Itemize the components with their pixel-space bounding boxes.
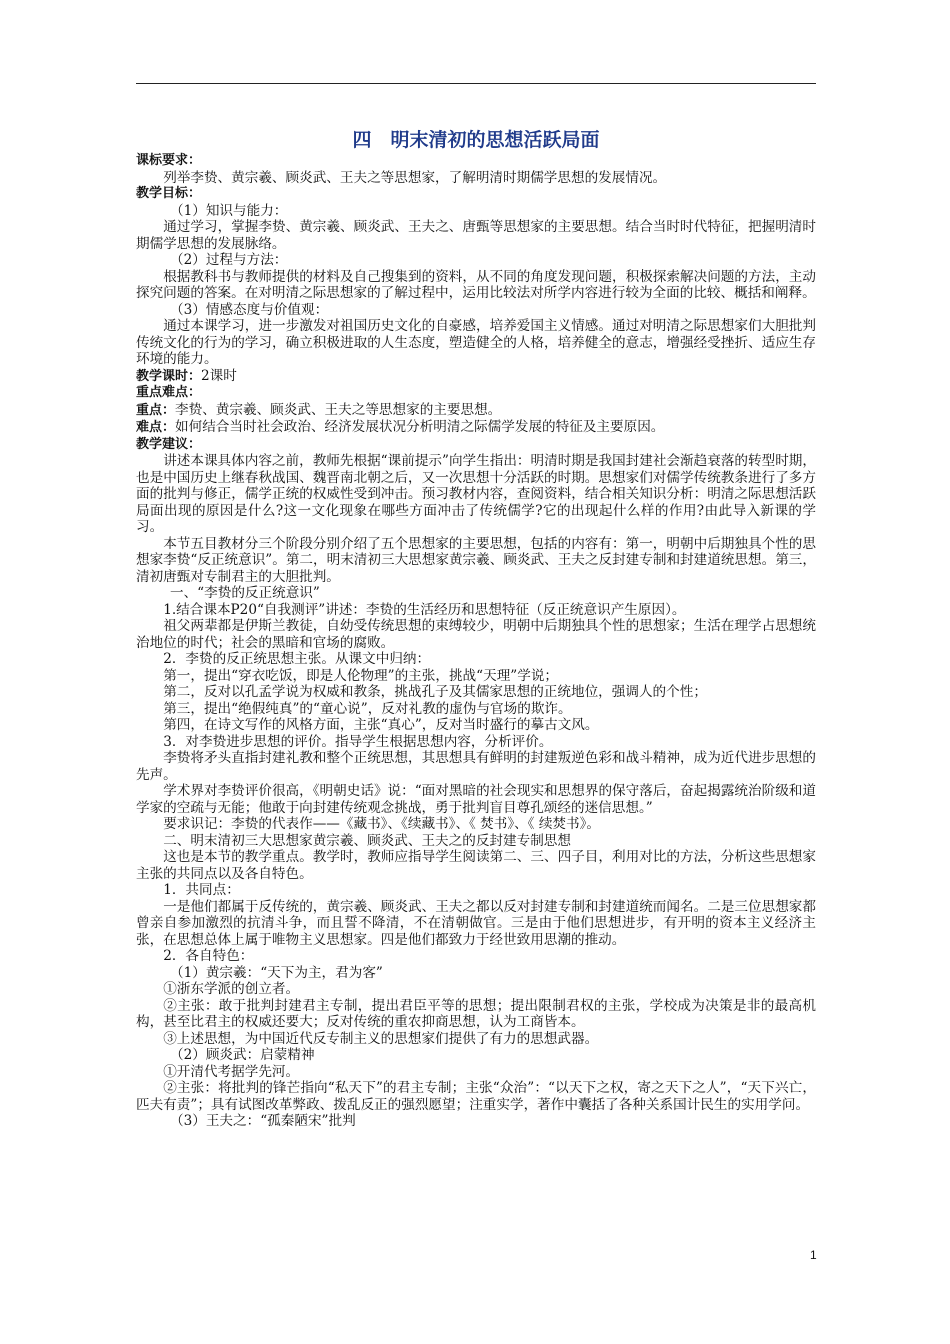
paragraph: 李贽将矛头直指封建礼教和整个正统思想，其思想具有鲜明的封建叛逆色彩和战斗精神，成为近代进步思想的先声。: [136, 750, 816, 783]
paragraph: 2．李贽的反正统思想主张。从课文中归纳：: [163, 651, 431, 667]
sub-heading: （2）过程与方法：: [170, 252, 288, 268]
line-label: 难点：: [136, 420, 176, 435]
section-heading: 重点难点：: [136, 385, 202, 400]
paragraph: 2．各自特色：: [163, 948, 254, 964]
paragraph: 第二，反对以孔孟学说为权威和教条，挑战孔子及其儒家思想的正统地位，强调人的个性；: [163, 684, 707, 700]
section-heading: 课标要求：: [136, 153, 202, 168]
line-text: 2课时: [201, 367, 237, 384]
paragraph: 第一，提出“穿衣吃饭，即是人伦物理”的主张，挑战“天理”学说；: [163, 667, 559, 684]
paragraph: 一是他们都属于反传统的，黄宗羲、顾炎武、王夫之都以反对封建专制和封建道统而闻名。二是三位思想家都曾亲自参加激烈的抗清斗争，而且誓不降清，不在清朝做官。三是由于他们思想进步，有开明的资本主义经济主张，在思想总体上属于唯物主义思想家。四是他们都致力于经世致用思潮的推动。: [136, 898, 816, 948]
paragraph: 第三，提出“绝假纯真”的“童心说”，反对礼教的虚伪与官场的欺诈。: [163, 700, 572, 717]
paragraph: ②主张：将批判的锋芒指向“私天下”的君主专制；主张“众治”：“以天下之权，寄之天下之人”，“天下兴亡，匹夫有责”；具有试图改革弊政、拨乱反正的强烈愿望；注重实学，著作中囊括了各种关系国计民生的实用学问。: [136, 1080, 816, 1113]
paragraph: 这也是本节的教学重点。教学时，教师应指导学生阅读第二、三、四子目，利用对比的方法，分析这些思想家主张的共同点以及各自特色。: [136, 849, 816, 882]
document-text: [136, 153, 816, 1130]
paragraph: ①开清代考据学先河。: [163, 1063, 300, 1080]
sub-heading: （3）王夫之：“孤秦陋宋”批判: [170, 1113, 356, 1129]
page-title: 四 明末清初的思想活跃局面: [352, 129, 600, 151]
sub-heading: （2）顾炎武：启蒙精神: [170, 1047, 315, 1063]
paragraph: 学术界对李贽评价很高，《明朝史话》说：“面对黑暗的社会现实和思想界的保守落后，奋起揭露统治阶级和道学家的空疏与无能；他敢于向封建传统观念挑战，勇于批判盲目尊孔颂经的迷信思想。”: [136, 783, 816, 816]
labeled-line: [136, 419, 816, 437]
paragraph: 本节五目教材分三个阶段分别介绍了五个思想家的主要思想，包括的内容有：第一，明朝中后期独具个性的思想家李贽“反正统意识”。第二，明末清初三大思想家黄宗羲、顾炎武、王夫之反封建专制和封建道统思想。第三，清初唐甄对专制君主的大胆批判。: [136, 535, 816, 585]
paragraph: 第四，在诗文写作的风格方面，主张“真心”，反对当时盛行的摹古文风。: [163, 717, 599, 733]
labeled-line: [136, 402, 816, 420]
paragraph: ①浙东学派的创立者。: [163, 981, 300, 997]
paragraph: 要求识记：李贽的代表作——《藏书》、《续藏书》、《 焚书》、《 续焚书》。: [163, 816, 601, 832]
paragraph: 根据教科书与教师提供的材料及自己搜集到的资料，从不同的角度发现问题，积极探索解决问题的方法，主动探究问题的答案。在对明清之际思想家的了解过程中，运用比较法对所学内容进行较为全面的比较、概括和阐释。: [136, 268, 816, 301]
paragraph: 二、明末清初三大思想家黄宗羲、顾炎武、王夫之的反封建专制思想: [163, 832, 571, 849]
labeled-line: [136, 368, 816, 386]
paragraph: ③上述思想，为中国近代反专制主义的思想家们提供了有力的思想武器。: [163, 1030, 599, 1047]
line-text: 如何结合当时社会政治、经济发展状况分析明清之际儒学发展的特征及主要原因。: [175, 419, 665, 435]
line-label: 重点：: [136, 402, 176, 418]
paragraph: 1．共同点：: [163, 882, 240, 898]
section-heading: 教学目标：: [136, 186, 202, 201]
header-rule: [136, 83, 816, 84]
document-body: [136, 128, 816, 1130]
line-text: 李贽、黄宗羲、顾炎武、王夫之等思想家的主要思想。: [175, 401, 502, 418]
sub-heading: 一、“李贽的反正统意识”: [170, 585, 320, 601]
paragraph: 列举李贽、黄宗羲、顾炎武、王夫之等思想家，了解明清时期儒学思想的发展情况。: [163, 169, 667, 186]
paragraph: 讲述本课具体内容之前，教师先根据“课前提示”向学生指出：明清时期是我国封建社会渐趋衰落的转型时期，也是中国历史上继春秋战国、魏晋南北朝之后，又一次思想十分活跃的时期。思想家们对儒学传统教条进行了多方面的批判与修正，儒学正统的权威性受到冲击。预习教材内容，查阅资料，结合相关知识分析：明清之际思想活跃局面出现的原因是什么?这一文化现象在哪些方面冲击了传统儒学?它的出现起什么样的作用?由此导入新课的学习。: [136, 453, 816, 535]
paragraph: 祖父两辈都是伊斯兰教徒，自幼受传统思想的束缚较少，明朝中后期独具个性的思想家；生活在理学占思想统治地位的时代；社会的黑暗和官场的腐败。: [136, 618, 816, 651]
sub-heading: （1）知识与能力：: [170, 202, 288, 219]
sub-heading: （1）黄宗羲：“天下为主，君为客”: [170, 964, 383, 981]
line-label: 教学课时：: [136, 368, 202, 384]
paragraph: 通过本课学习，进一步激发对祖国历史文化的自豪感，培养爱国主义情感。通过对明清之际思想家们大胆批判传统文化的行为的学习，确立积极进取的人生态度，塑造健全的人格，培养健全的意志，增强经受挫折、适应生存环境的能力。: [136, 318, 816, 367]
section-heading: 教学建议：: [136, 436, 202, 452]
paragraph: 3．对李贽进步思想的评价。指导学生根据思想内容，分析评价。: [163, 733, 553, 750]
paragraph: 1.结合课本P20“自我测评”讲述：李贽的生活经历和思想特征（反正统意识产生原因）。: [163, 601, 686, 618]
paragraph: ②主张：敢于批判封建君主专制，提出君臣平等的思想；提出限制君权的主张，学校成为决策是非的最高机构，甚至比君主的权威还要大；反对传统的重农抑商思想，认为工商皆本。: [136, 997, 816, 1030]
paragraph: 通过学习，掌握李贽、黄宗羲、顾炎武、王夫之、唐甄等思想家的主要思想。结合当时时代特征，把握明清时期儒学思想的发展脉络。: [136, 219, 816, 252]
sub-heading: （3）情感态度与价值观：: [170, 301, 329, 318]
page-number: 1: [810, 1248, 817, 1262]
